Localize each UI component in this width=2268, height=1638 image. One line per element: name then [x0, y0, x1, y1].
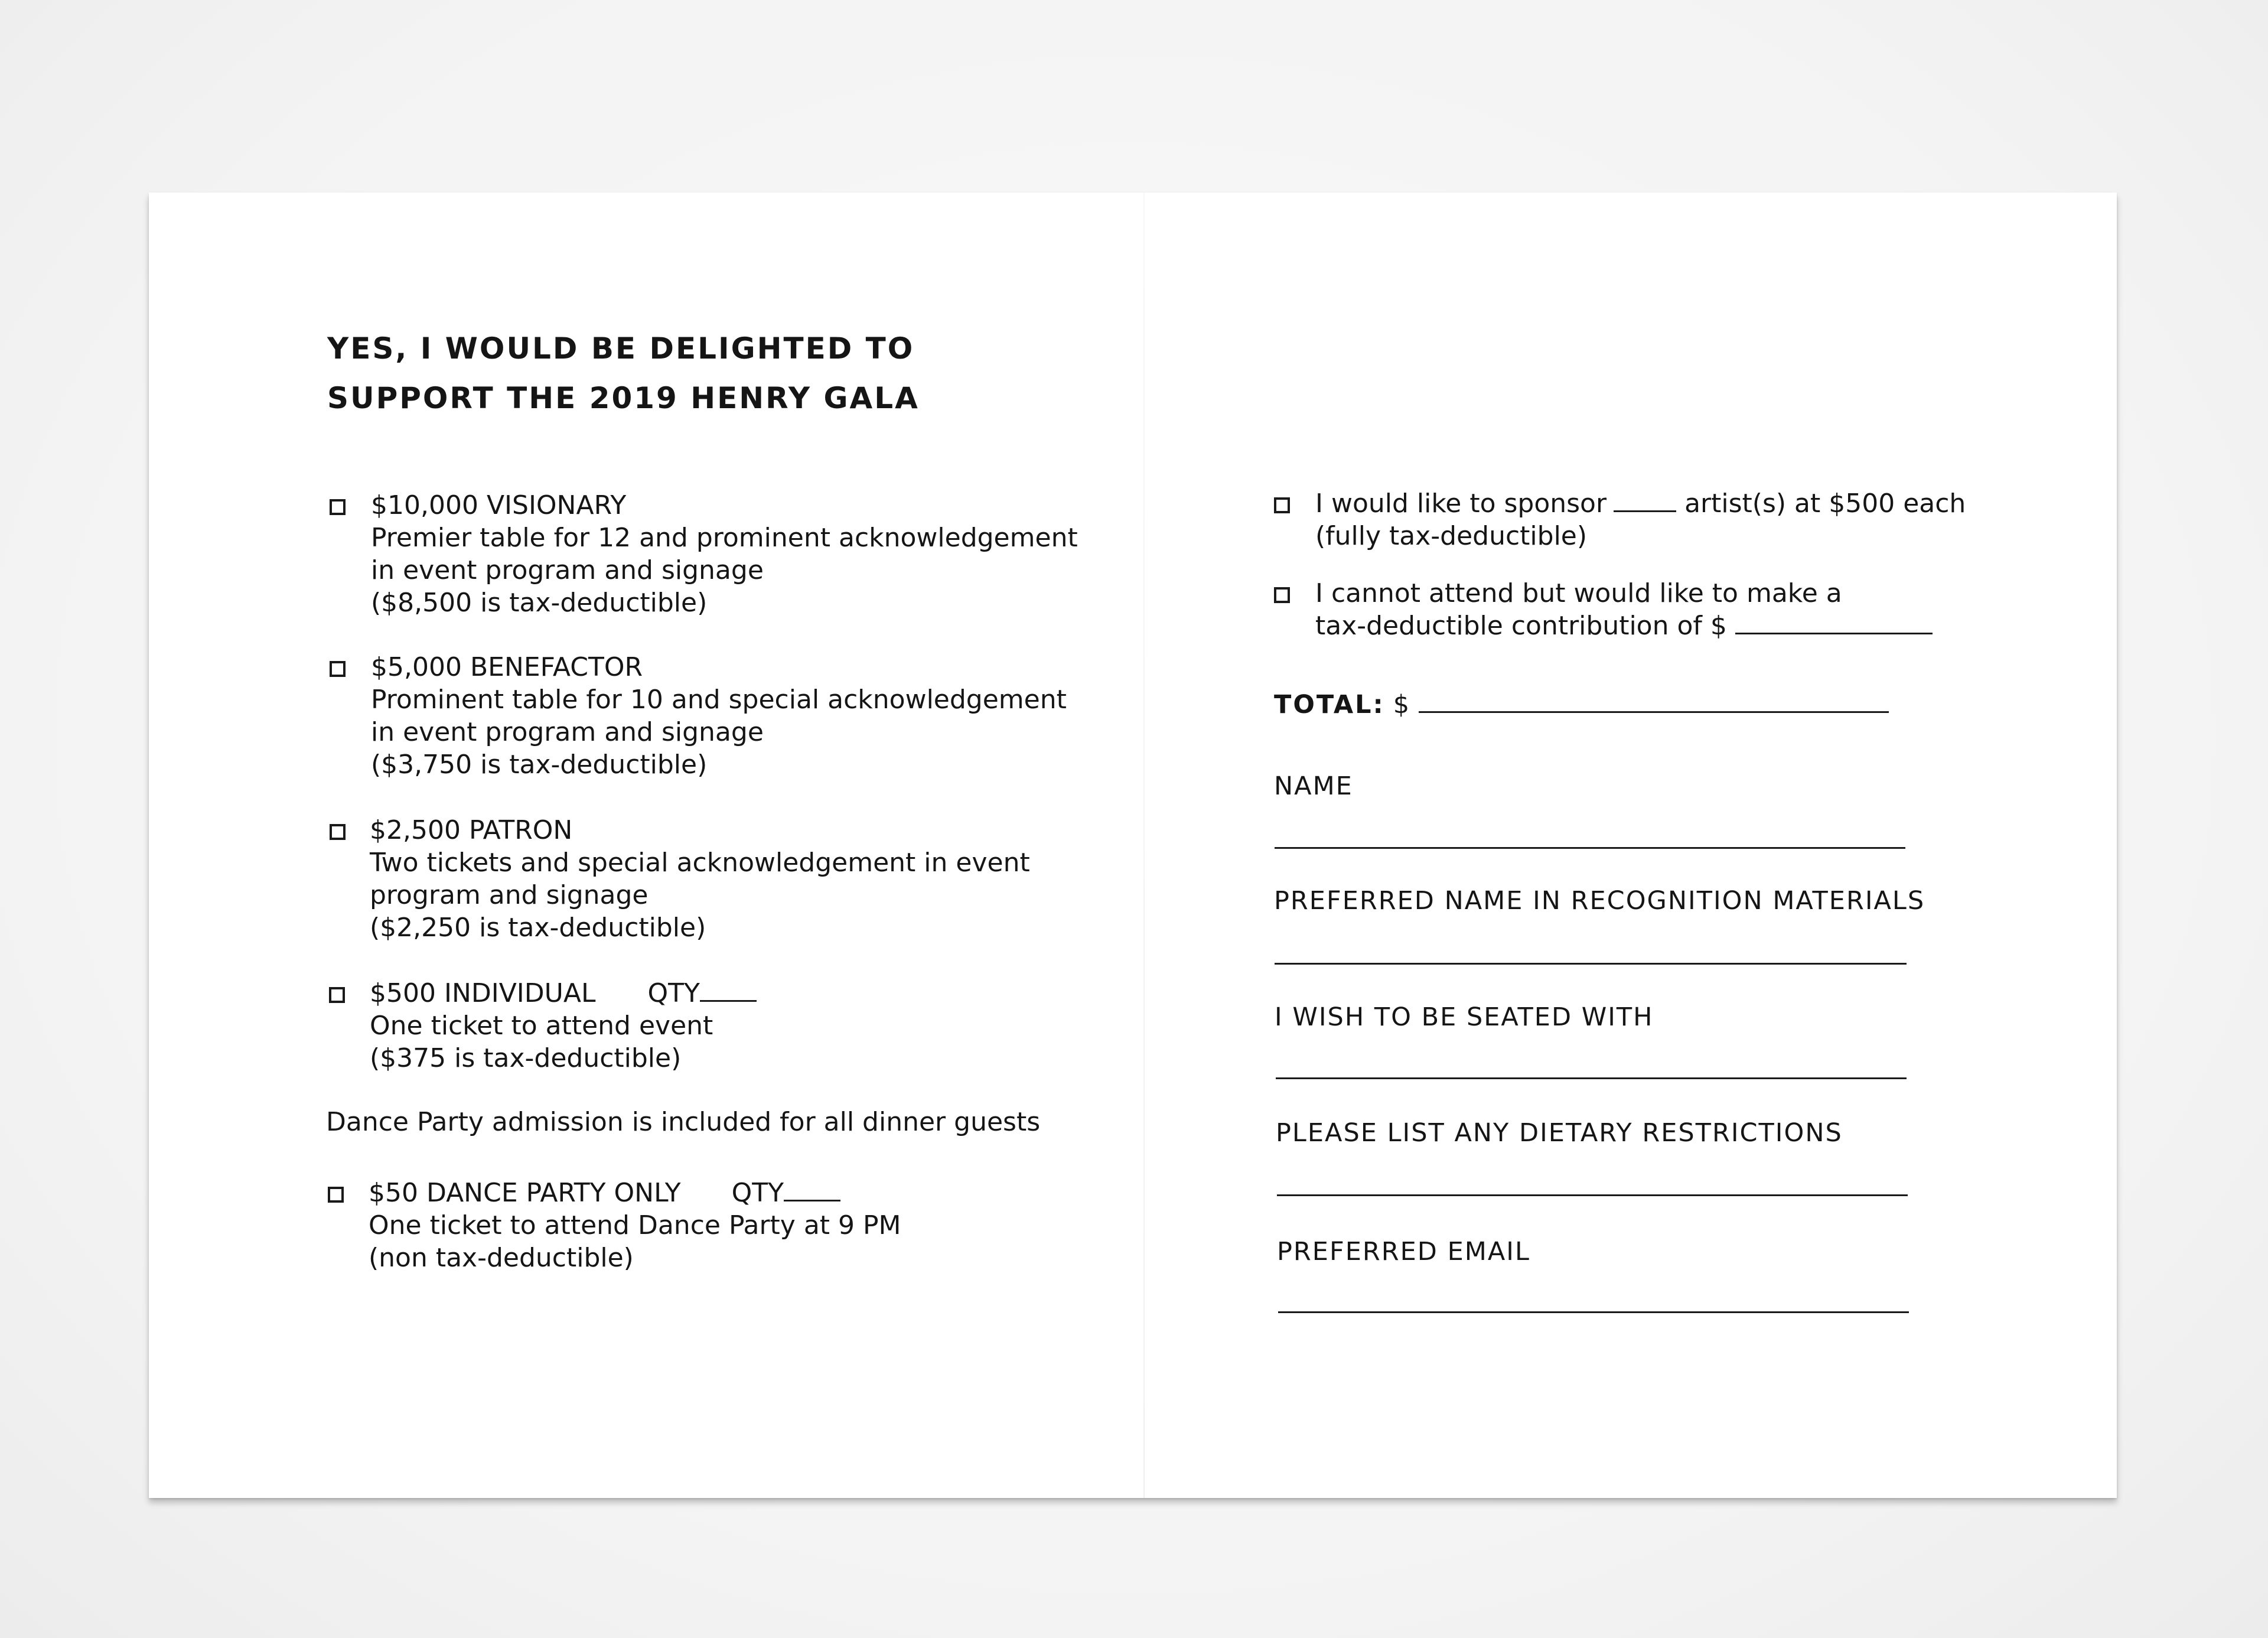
benefactor-desc-1: Prominent table for 10 and special acknowledgement — [371, 685, 1067, 715]
patron-option — [370, 814, 1030, 944]
patron-name: $2,500 PATRON — [370, 815, 573, 845]
benefactor-desc-2: in event program and signage — [371, 717, 764, 747]
sponsor-line-2: (fully tax-deductible) — [1315, 521, 1588, 551]
total-row — [1274, 689, 1889, 721]
dance-party-note: Dance Party admission is included for all dinner guests — [326, 1107, 1041, 1137]
sponsor-checkbox[interactable] — [1274, 497, 1290, 513]
benefactor-option — [371, 651, 1067, 781]
dance-party-option — [369, 1177, 901, 1274]
dance-party-name: $50 DANCE PARTY ONLY — [369, 1178, 681, 1208]
benefactor-name: $5,000 BENEFACTOR — [371, 652, 643, 682]
card-title — [327, 324, 920, 423]
dietary-label: PLEASE LIST ANY DIETARY RESTRICTIONS — [1276, 1118, 1843, 1148]
email-field[interactable] — [1278, 1311, 1909, 1313]
card-title-line-1: YES, I WOULD BE DELIGHTED TO — [327, 331, 915, 366]
total-currency: $ — [1393, 690, 1411, 719]
visionary-desc-1: Premier table for 12 and prominent acknowledgement — [371, 523, 1078, 553]
card-fold — [1143, 193, 1145, 1498]
visionary-desc-2: in event program and signage — [371, 555, 764, 585]
visionary-name: $10,000 VISIONARY — [371, 490, 627, 520]
individual-qty-label: QTY — [647, 978, 700, 1008]
contribution-line-1: I cannot attend but would like to make a — [1315, 578, 1842, 608]
email-label: PREFERRED EMAIL — [1277, 1237, 1530, 1266]
name-label: NAME — [1274, 771, 1353, 801]
benefactor-tax: ($3,750 is tax-deductible) — [371, 750, 708, 780]
contribution-row — [1315, 610, 1933, 642]
individual-desc-1: One ticket to attend event — [370, 1011, 713, 1041]
recognition-name-field[interactable] — [1275, 963, 1907, 965]
individual-tax: ($375 is tax-deductible) — [370, 1043, 682, 1073]
patron-desc-2: program and signage — [370, 880, 649, 910]
card-title-line-2: SUPPORT THE 2019 HENRY GALA — [327, 381, 920, 415]
visionary-tax: ($8,500 is tax-deductible) — [371, 588, 708, 618]
individual-checkbox[interactable] — [329, 987, 345, 1003]
seated-with-label: I WISH TO BE SEATED WITH — [1275, 1002, 1654, 1032]
total-label: TOTAL: — [1274, 690, 1385, 719]
sponsor-row — [1315, 487, 1966, 520]
dance-party-name-row — [369, 1177, 901, 1209]
pledge-card — [149, 193, 2117, 1498]
contribution-option — [1315, 577, 1933, 642]
dance-party-qty-label: QTY — [731, 1178, 784, 1208]
contribution-amount-field[interactable] — [1735, 632, 1933, 634]
visionary-option — [371, 489, 1078, 619]
visionary-checkbox[interactable] — [330, 499, 346, 515]
individual-qty-field[interactable] — [700, 999, 757, 1002]
recognition-name-label: PREFERRED NAME IN RECOGNITION MATERIALS — [1274, 886, 1925, 916]
contribution-line-2: tax-deductible contribution of $ — [1315, 611, 1727, 641]
sponsor-pre: I would like to sponsor — [1315, 489, 1607, 519]
sponsor-option — [1315, 487, 1966, 552]
patron-tax: ($2,250 is tax-deductible) — [370, 913, 706, 943]
sponsor-count-field[interactable] — [1614, 510, 1676, 512]
patron-checkbox[interactable] — [330, 824, 346, 840]
individual-option — [370, 977, 757, 1074]
total-amount-field[interactable] — [1419, 711, 1889, 713]
dance-party-qty-field[interactable] — [784, 1199, 840, 1201]
dance-party-desc-1: One ticket to attend Dance Party at 9 PM — [369, 1210, 901, 1240]
contribution-checkbox[interactable] — [1274, 587, 1290, 603]
name-field[interactable] — [1275, 847, 1905, 849]
dance-party-checkbox[interactable] — [328, 1187, 344, 1203]
dance-party-tax: (non tax-deductible) — [369, 1243, 634, 1273]
seated-with-field[interactable] — [1276, 1077, 1907, 1079]
patron-desc-1: Two tickets and special acknowledgement in event — [370, 848, 1030, 878]
benefactor-checkbox[interactable] — [330, 661, 346, 677]
dietary-field[interactable] — [1277, 1194, 1908, 1196]
individual-name: $500 INDIVIDUAL — [370, 978, 596, 1008]
individual-name-row — [370, 977, 757, 1009]
sponsor-post: artist(s) at $500 each — [1684, 489, 1966, 519]
